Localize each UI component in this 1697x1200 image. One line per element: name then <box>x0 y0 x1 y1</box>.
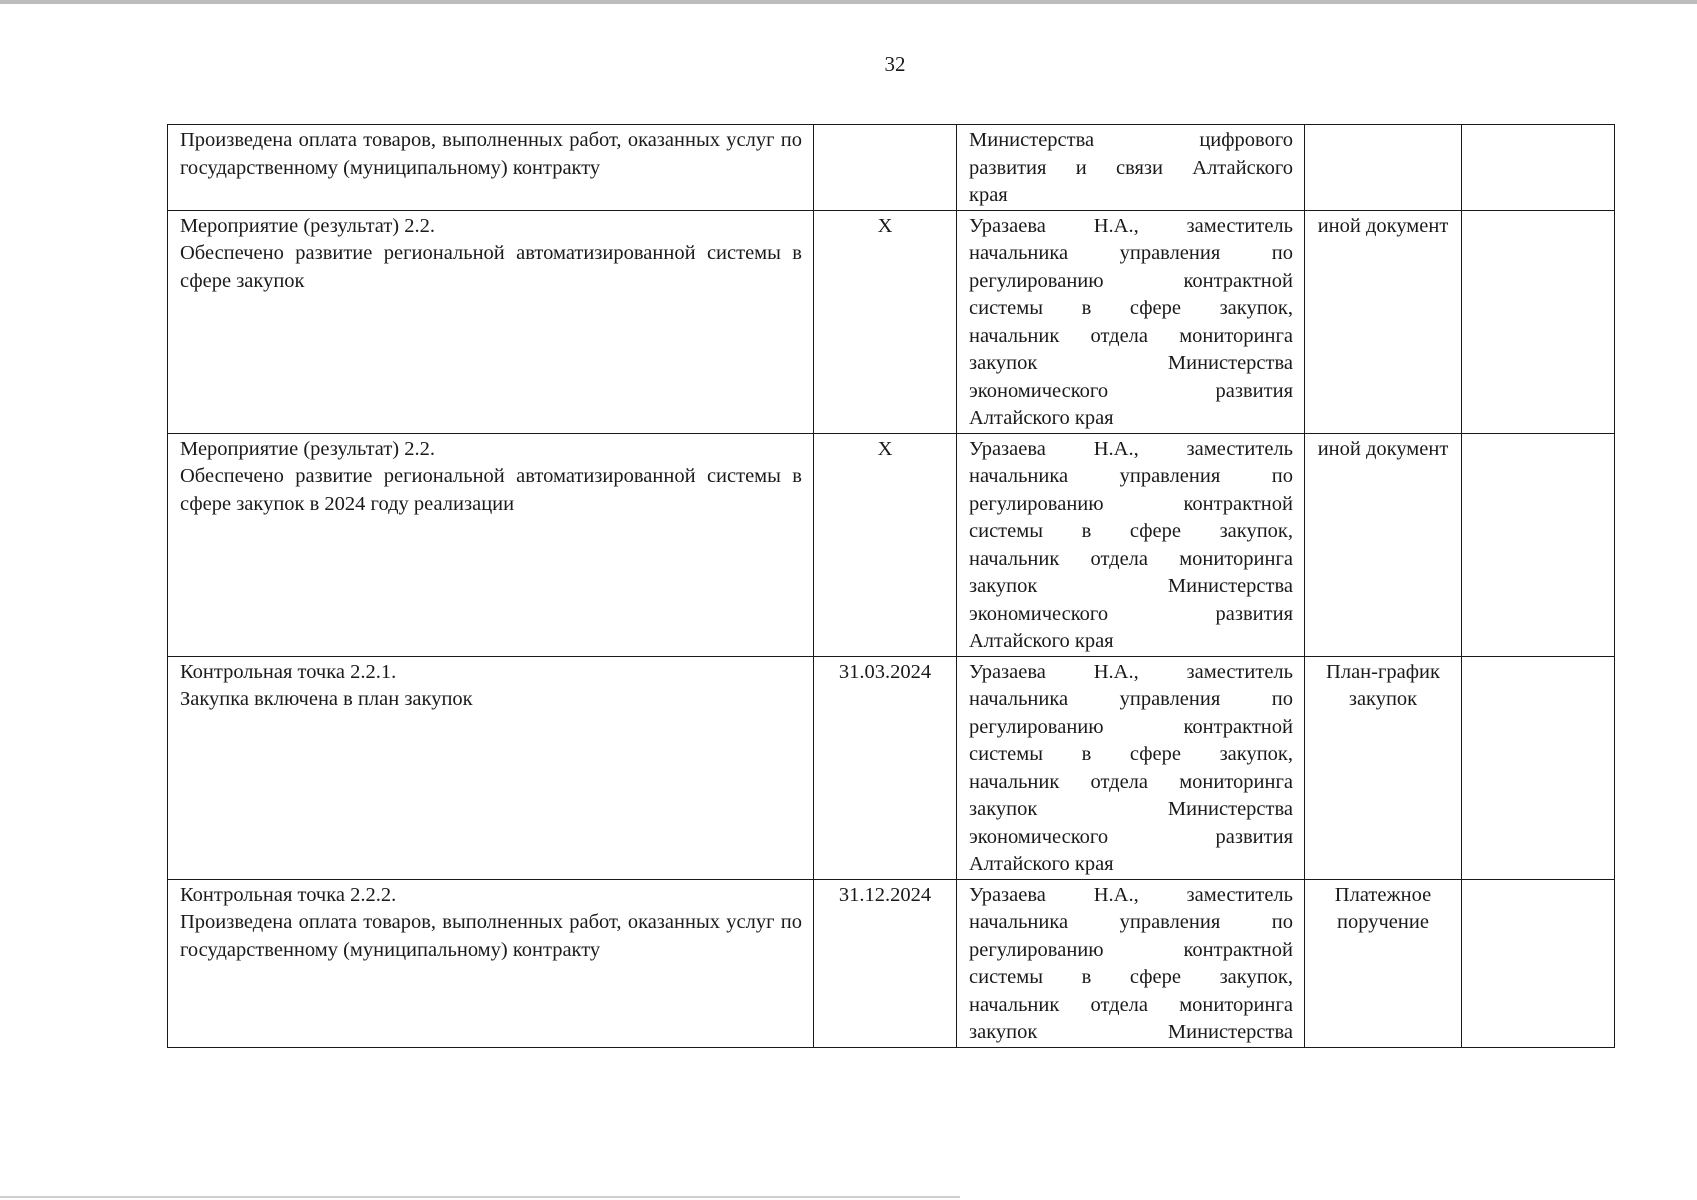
empty-cell <box>1462 656 1615 879</box>
document-cell <box>1305 210 1462 433</box>
document-type: План-график закупок <box>1326 660 1440 710</box>
responsible-line: регулированию контрактной <box>969 938 1293 961</box>
empty-cell <box>1462 210 1615 433</box>
responsible-line: развития и связи Алтайского <box>969 156 1293 179</box>
responsible-line: начальник отдела мониторинга <box>969 547 1293 570</box>
measure-title: Контрольная точка 2.2.2. <box>180 883 397 906</box>
table-row <box>168 210 1615 433</box>
document-cell <box>1305 433 1462 656</box>
responsible-line: Уразаева Н.А., заместитель <box>969 660 1293 683</box>
date-value: 31.12.2024 <box>838 883 932 906</box>
measure-title: Контрольная точка 2.2.1. <box>180 660 397 683</box>
responsible-line: начальник отдела мониторинга <box>969 770 1293 793</box>
date-value: X <box>877 437 893 460</box>
responsible-line: системы в сфере закупок, <box>969 743 1293 765</box>
table-row <box>168 433 1615 656</box>
date-value: 31.03.2024 <box>838 660 932 683</box>
responsible-line: Алтайского края <box>969 853 1114 875</box>
responsible-line: системы в сфере закупок, <box>969 520 1293 542</box>
responsible-line: Алтайского края <box>969 407 1114 429</box>
responsible-line: начальника управления по <box>969 465 1293 487</box>
date-cell <box>814 656 957 879</box>
responsible-cell <box>957 433 1305 656</box>
responsible-cell <box>957 210 1305 433</box>
measure-cell <box>168 656 814 879</box>
measure-cell <box>168 125 814 211</box>
responsible-line: закупок Министерства <box>969 1021 1293 1043</box>
responsible-line: Уразаева Н.А., заместитель <box>969 437 1293 460</box>
responsible-line: регулированию контрактной <box>969 715 1293 738</box>
responsible-line: Уразаева Н.А., заместитель <box>969 214 1293 237</box>
measure-cell <box>168 879 814 1047</box>
responsible-line: экономического развития <box>969 602 1293 625</box>
document-type: иной документ <box>1317 437 1449 460</box>
responsible-line: края <box>969 184 1008 206</box>
responsible-cell <box>957 125 1305 211</box>
page-number: 32 <box>884 52 906 76</box>
date-cell <box>814 125 957 211</box>
measure-text: Закупка включена в план закупок <box>180 688 473 710</box>
measure-text: Обеспечено развитие региональной автоматизированной системы в сфере закупок <box>180 242 802 292</box>
responsible-line: регулированию контрактной <box>969 492 1293 515</box>
empty-cell <box>1462 125 1615 211</box>
scan-edge-top <box>0 0 1697 4</box>
date-cell <box>814 433 957 656</box>
measure-title: Мероприятие (результат) 2.2. <box>180 437 436 460</box>
measure-title: Мероприятие (результат) 2.2. <box>180 214 436 237</box>
document-cell <box>1305 879 1462 1047</box>
responsible-cell <box>957 879 1305 1047</box>
responsible-line: экономического развития <box>969 825 1293 848</box>
measure-text: Обеспечено развитие региональной автоматизированной системы в сфере закупок в 2024 году реализации <box>180 465 802 515</box>
responsible-cell <box>957 656 1305 879</box>
responsible-line: закупок Министерства <box>969 575 1293 597</box>
measure-cell <box>168 433 814 656</box>
responsible-line: Уразаева Н.А., заместитель <box>969 883 1293 906</box>
scan-edge-bottom <box>0 1196 960 1198</box>
responsible-line: начальник отдела мониторинга <box>969 993 1293 1016</box>
measure-cell <box>168 210 814 433</box>
date-value: X <box>877 214 893 237</box>
date-cell <box>814 879 957 1047</box>
responsible-line: начальник отдела мониторинга <box>969 324 1293 347</box>
table-row <box>168 656 1615 879</box>
empty-cell <box>1462 433 1615 656</box>
responsible-line: системы в сфере закупок, <box>969 297 1293 319</box>
document-cell <box>1305 656 1462 879</box>
responsible-line: системы в сфере закупок, <box>969 966 1293 988</box>
responsible-line: Алтайского края <box>969 630 1114 652</box>
responsible-line: закупок Министерства <box>969 798 1293 820</box>
table-row <box>168 125 1615 211</box>
responsible-line: Министерства цифрового <box>969 129 1293 151</box>
date-cell <box>814 210 957 433</box>
document-cell <box>1305 125 1462 211</box>
measure-text: Произведена оплата товаров, выполненных работ, оказанных услуг по государственному (муниципальному) контракту <box>180 129 802 179</box>
measure-text: Произведена оплата товаров, выполненных работ, оказанных услуг по государственному (муниципальному) контракту <box>180 911 802 961</box>
empty-cell <box>1462 879 1615 1047</box>
responsible-line: регулированию контрактной <box>969 269 1293 292</box>
responsible-line: экономического развития <box>969 379 1293 402</box>
table-row <box>168 879 1615 1047</box>
responsible-line: начальника управления по <box>969 242 1293 264</box>
plan-table <box>167 124 1615 1048</box>
responsible-line: закупок Министерства <box>969 352 1293 374</box>
responsible-line: начальника управления по <box>969 911 1293 933</box>
responsible-line: начальника управления по <box>969 688 1293 710</box>
document-type: Платежное поручение <box>1334 883 1432 933</box>
document-type: иной документ <box>1317 214 1449 237</box>
